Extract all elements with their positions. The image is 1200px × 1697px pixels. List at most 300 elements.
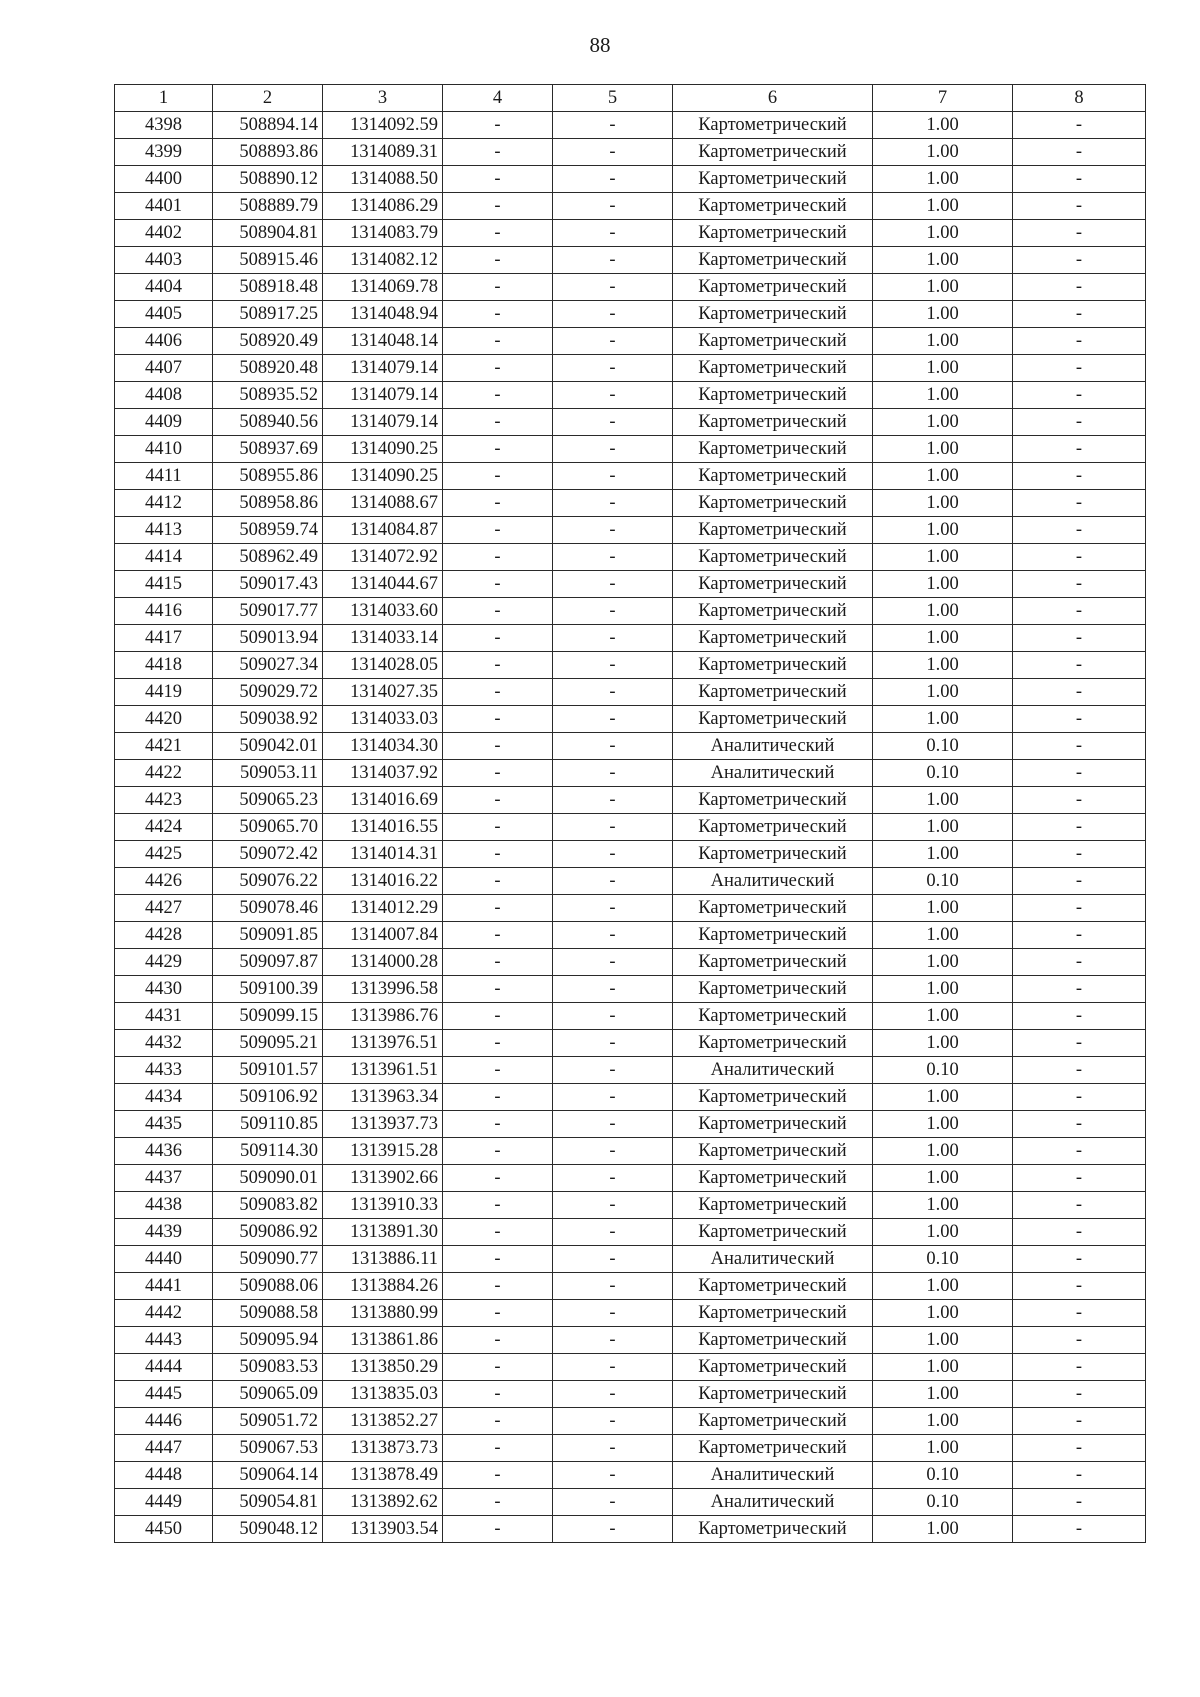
table-row [115, 733, 1146, 760]
accuracy-cell: 1.00 [873, 1192, 1013, 1219]
table-row [115, 247, 1146, 274]
table-row [115, 1354, 1146, 1381]
point-number-cell: 4442 [115, 1300, 213, 1327]
y-coordinate-cell: 1314079.14 [323, 355, 443, 382]
x-coordinate-cell: 508962.49 [213, 544, 323, 571]
col-4-value-cell: - [443, 814, 553, 841]
point-number-cell: 4427 [115, 895, 213, 922]
y-coordinate-cell: 1313986.76 [323, 1003, 443, 1030]
column-header: 2 [213, 85, 323, 112]
x-coordinate-cell: 509013.94 [213, 625, 323, 652]
point-number-cell: 4422 [115, 760, 213, 787]
col-5-value-cell: - [553, 1165, 673, 1192]
y-coordinate-cell: 1313961.51 [323, 1057, 443, 1084]
col-8-value-cell: - [1013, 1462, 1146, 1489]
accuracy-cell: 1.00 [873, 652, 1013, 679]
method-cell: Аналитический [673, 1462, 873, 1489]
accuracy-cell: 1.00 [873, 706, 1013, 733]
method-cell: Картометрический [673, 1273, 873, 1300]
col-4-value-cell: - [443, 1003, 553, 1030]
col-8-value-cell: - [1013, 949, 1146, 976]
method-cell: Картометрический [673, 1435, 873, 1462]
col-5-value-cell: - [553, 625, 673, 652]
col-4-value-cell: - [443, 868, 553, 895]
method-cell: Картометрический [673, 220, 873, 247]
method-cell: Картометрический [673, 328, 873, 355]
y-coordinate-cell: 1314027.35 [323, 679, 443, 706]
col-4-value-cell: - [443, 1030, 553, 1057]
method-cell: Картометрический [673, 382, 873, 409]
accuracy-cell: 1.00 [873, 1111, 1013, 1138]
y-coordinate-cell: 1313886.11 [323, 1246, 443, 1273]
accuracy-cell: 1.00 [873, 409, 1013, 436]
col-8-value-cell: - [1013, 328, 1146, 355]
table-row [115, 112, 1146, 139]
accuracy-cell: 0.10 [873, 1246, 1013, 1273]
col-8-value-cell: - [1013, 1516, 1146, 1543]
table-row [115, 301, 1146, 328]
table-row [115, 436, 1146, 463]
col-8-value-cell: - [1013, 1219, 1146, 1246]
x-coordinate-cell: 509053.11 [213, 760, 323, 787]
y-coordinate-cell: 1313891.30 [323, 1219, 443, 1246]
table-row [115, 1057, 1146, 1084]
col-5-value-cell: - [553, 1300, 673, 1327]
y-coordinate-cell: 1313996.58 [323, 976, 443, 1003]
y-coordinate-cell: 1314069.78 [323, 274, 443, 301]
table-row [115, 355, 1146, 382]
y-coordinate-cell: 1314083.79 [323, 220, 443, 247]
x-coordinate-cell: 509048.12 [213, 1516, 323, 1543]
point-number-cell: 4412 [115, 490, 213, 517]
y-coordinate-cell: 1313892.62 [323, 1489, 443, 1516]
table-row [115, 706, 1146, 733]
point-number-cell: 4440 [115, 1246, 213, 1273]
method-cell: Картометрический [673, 1219, 873, 1246]
col-8-value-cell: - [1013, 1192, 1146, 1219]
coordinates-table [114, 84, 1146, 1543]
col-4-value-cell: - [443, 652, 553, 679]
y-coordinate-cell: 1313873.73 [323, 1435, 443, 1462]
table-row [115, 1300, 1146, 1327]
accuracy-cell: 1.00 [873, 436, 1013, 463]
accuracy-cell: 1.00 [873, 922, 1013, 949]
col-5-value-cell: - [553, 463, 673, 490]
table-row [115, 787, 1146, 814]
point-number-cell: 4448 [115, 1462, 213, 1489]
x-coordinate-cell: 509027.34 [213, 652, 323, 679]
accuracy-cell: 0.10 [873, 868, 1013, 895]
point-number-cell: 4436 [115, 1138, 213, 1165]
method-cell: Картометрический [673, 1192, 873, 1219]
method-cell: Картометрический [673, 652, 873, 679]
y-coordinate-cell: 1313852.27 [323, 1408, 443, 1435]
col-5-value-cell: - [553, 841, 673, 868]
accuracy-cell: 1.00 [873, 247, 1013, 274]
x-coordinate-cell: 508937.69 [213, 436, 323, 463]
col-8-value-cell: - [1013, 922, 1146, 949]
point-number-cell: 4428 [115, 922, 213, 949]
col-8-value-cell: - [1013, 1273, 1146, 1300]
method-cell: Картометрический [673, 949, 873, 976]
col-8-value-cell: - [1013, 1381, 1146, 1408]
col-4-value-cell: - [443, 706, 553, 733]
column-header: 8 [1013, 85, 1146, 112]
point-number-cell: 4414 [115, 544, 213, 571]
col-5-value-cell: - [553, 949, 673, 976]
col-5-value-cell: - [553, 598, 673, 625]
x-coordinate-cell: 508904.81 [213, 220, 323, 247]
table-row [115, 814, 1146, 841]
col-5-value-cell: - [553, 544, 673, 571]
point-number-cell: 4409 [115, 409, 213, 436]
col-4-value-cell: - [443, 1462, 553, 1489]
col-8-value-cell: - [1013, 193, 1146, 220]
table-row [115, 1516, 1146, 1543]
col-5-value-cell: - [553, 1435, 673, 1462]
col-4-value-cell: - [443, 679, 553, 706]
table-row [115, 517, 1146, 544]
method-cell: Картометрический [673, 490, 873, 517]
x-coordinate-cell: 509038.92 [213, 706, 323, 733]
x-coordinate-cell: 508893.86 [213, 139, 323, 166]
col-4-value-cell: - [443, 1246, 553, 1273]
table-row [115, 490, 1146, 517]
x-coordinate-cell: 508955.86 [213, 463, 323, 490]
x-coordinate-cell: 508918.48 [213, 274, 323, 301]
point-number-cell: 4441 [115, 1273, 213, 1300]
accuracy-cell: 1.00 [873, 1327, 1013, 1354]
table-row [115, 1219, 1146, 1246]
method-cell: Картометрический [673, 166, 873, 193]
header-row [115, 85, 1146, 112]
y-coordinate-cell: 1313884.26 [323, 1273, 443, 1300]
accuracy-cell: 1.00 [873, 571, 1013, 598]
accuracy-cell: 1.00 [873, 1030, 1013, 1057]
table-row [115, 463, 1146, 490]
y-coordinate-cell: 1313963.34 [323, 1084, 443, 1111]
point-number-cell: 4429 [115, 949, 213, 976]
accuracy-cell: 1.00 [873, 949, 1013, 976]
point-number-cell: 4401 [115, 193, 213, 220]
method-cell: Картометрический [673, 517, 873, 544]
col-8-value-cell: - [1013, 1165, 1146, 1192]
y-coordinate-cell: 1314007.84 [323, 922, 443, 949]
accuracy-cell: 1.00 [873, 355, 1013, 382]
y-coordinate-cell: 1314079.14 [323, 382, 443, 409]
col-4-value-cell: - [443, 733, 553, 760]
point-number-cell: 4403 [115, 247, 213, 274]
x-coordinate-cell: 509114.30 [213, 1138, 323, 1165]
table-row [115, 328, 1146, 355]
table-row [115, 976, 1146, 1003]
page-number: 88 [589, 33, 611, 57]
x-coordinate-cell: 509083.82 [213, 1192, 323, 1219]
col-5-value-cell: - [553, 1246, 673, 1273]
method-cell: Картометрический [673, 571, 873, 598]
point-number-cell: 4405 [115, 301, 213, 328]
col-4-value-cell: - [443, 1084, 553, 1111]
col-4-value-cell: - [443, 976, 553, 1003]
y-coordinate-cell: 1314037.92 [323, 760, 443, 787]
col-4-value-cell: - [443, 301, 553, 328]
table-row [115, 571, 1146, 598]
y-coordinate-cell: 1314016.22 [323, 868, 443, 895]
y-coordinate-cell: 1314072.92 [323, 544, 443, 571]
col-8-value-cell: - [1013, 1489, 1146, 1516]
table-row [115, 760, 1146, 787]
x-coordinate-cell: 509064.14 [213, 1462, 323, 1489]
col-5-value-cell: - [553, 652, 673, 679]
x-coordinate-cell: 509072.42 [213, 841, 323, 868]
x-coordinate-cell: 509065.09 [213, 1381, 323, 1408]
y-coordinate-cell: 1314090.25 [323, 463, 443, 490]
x-coordinate-cell: 509091.85 [213, 922, 323, 949]
method-cell: Картометрический [673, 625, 873, 652]
col-5-value-cell: - [553, 1084, 673, 1111]
y-coordinate-cell: 1314033.14 [323, 625, 443, 652]
col-8-value-cell: - [1013, 301, 1146, 328]
table-row [115, 544, 1146, 571]
method-cell: Картометрический [673, 1084, 873, 1111]
col-8-value-cell: - [1013, 1030, 1146, 1057]
y-coordinate-cell: 1313915.28 [323, 1138, 443, 1165]
col-5-value-cell: - [553, 1489, 673, 1516]
table-row [115, 1246, 1146, 1273]
col-8-value-cell: - [1013, 355, 1146, 382]
y-coordinate-cell: 1314016.55 [323, 814, 443, 841]
col-5-value-cell: - [553, 382, 673, 409]
accuracy-cell: 1.00 [873, 1138, 1013, 1165]
col-4-value-cell: - [443, 247, 553, 274]
col-8-value-cell: - [1013, 1354, 1146, 1381]
col-5-value-cell: - [553, 787, 673, 814]
method-cell: Картометрический [673, 1138, 873, 1165]
col-4-value-cell: - [443, 112, 553, 139]
col-5-value-cell: - [553, 571, 673, 598]
accuracy-cell: 1.00 [873, 139, 1013, 166]
accuracy-cell: 1.00 [873, 274, 1013, 301]
col-5-value-cell: - [553, 895, 673, 922]
point-number-cell: 4398 [115, 112, 213, 139]
x-coordinate-cell: 508889.79 [213, 193, 323, 220]
col-8-value-cell: - [1013, 382, 1146, 409]
y-coordinate-cell: 1314044.67 [323, 571, 443, 598]
y-coordinate-cell: 1313835.03 [323, 1381, 443, 1408]
col-4-value-cell: - [443, 841, 553, 868]
table-row [115, 922, 1146, 949]
method-cell: Аналитический [673, 1489, 873, 1516]
method-cell: Картометрический [673, 463, 873, 490]
col-5-value-cell: - [553, 193, 673, 220]
y-coordinate-cell: 1314016.69 [323, 787, 443, 814]
col-4-value-cell: - [443, 1300, 553, 1327]
table-row [115, 409, 1146, 436]
y-coordinate-cell: 1314033.60 [323, 598, 443, 625]
method-cell: Картометрический [673, 301, 873, 328]
col-5-value-cell: - [553, 1516, 673, 1543]
accuracy-cell: 1.00 [873, 328, 1013, 355]
col-5-value-cell: - [553, 1138, 673, 1165]
accuracy-cell: 1.00 [873, 976, 1013, 1003]
y-coordinate-cell: 1314086.29 [323, 193, 443, 220]
col-4-value-cell: - [443, 193, 553, 220]
col-8-value-cell: - [1013, 1084, 1146, 1111]
x-coordinate-cell: 509086.92 [213, 1219, 323, 1246]
x-coordinate-cell: 508940.56 [213, 409, 323, 436]
point-number-cell: 4443 [115, 1327, 213, 1354]
method-cell: Картометрический [673, 1408, 873, 1435]
table-row [115, 1327, 1146, 1354]
col-5-value-cell: - [553, 436, 673, 463]
accuracy-cell: 1.00 [873, 1435, 1013, 1462]
accuracy-cell: 1.00 [873, 1381, 1013, 1408]
col-5-value-cell: - [553, 706, 673, 733]
col-5-value-cell: - [553, 1273, 673, 1300]
x-coordinate-cell: 509106.92 [213, 1084, 323, 1111]
table-row [115, 679, 1146, 706]
col-4-value-cell: - [443, 571, 553, 598]
col-8-value-cell: - [1013, 436, 1146, 463]
accuracy-cell: 1.00 [873, 787, 1013, 814]
y-coordinate-cell: 1313880.99 [323, 1300, 443, 1327]
x-coordinate-cell: 509083.53 [213, 1354, 323, 1381]
point-number-cell: 4444 [115, 1354, 213, 1381]
col-4-value-cell: - [443, 1057, 553, 1084]
table-row [115, 166, 1146, 193]
col-4-value-cell: - [443, 1435, 553, 1462]
point-number-cell: 4407 [115, 355, 213, 382]
col-8-value-cell: - [1013, 787, 1146, 814]
col-5-value-cell: - [553, 247, 673, 274]
point-number-cell: 4413 [115, 517, 213, 544]
y-coordinate-cell: 1314000.28 [323, 949, 443, 976]
column-header: 3 [323, 85, 443, 112]
method-cell: Аналитический [673, 760, 873, 787]
accuracy-cell: 1.00 [873, 1003, 1013, 1030]
y-coordinate-cell: 1313878.49 [323, 1462, 443, 1489]
table-row [115, 1462, 1146, 1489]
accuracy-cell: 1.00 [873, 1516, 1013, 1543]
col-8-value-cell: - [1013, 463, 1146, 490]
method-cell: Картометрический [673, 1354, 873, 1381]
method-cell: Аналитический [673, 868, 873, 895]
col-4-value-cell: - [443, 895, 553, 922]
col-4-value-cell: - [443, 1138, 553, 1165]
y-coordinate-cell: 1313910.33 [323, 1192, 443, 1219]
col-4-value-cell: - [443, 1111, 553, 1138]
x-coordinate-cell: 508920.49 [213, 328, 323, 355]
method-cell: Картометрический [673, 1030, 873, 1057]
accuracy-cell: 1.00 [873, 895, 1013, 922]
table-row [115, 895, 1146, 922]
col-4-value-cell: - [443, 760, 553, 787]
col-4-value-cell: - [443, 1354, 553, 1381]
table-row [115, 1084, 1146, 1111]
y-coordinate-cell: 1314034.30 [323, 733, 443, 760]
method-cell: Аналитический [673, 1246, 873, 1273]
col-8-value-cell: - [1013, 517, 1146, 544]
method-cell: Картометрический [673, 1165, 873, 1192]
col-4-value-cell: - [443, 949, 553, 976]
col-5-value-cell: - [553, 220, 673, 247]
col-4-value-cell: - [443, 787, 553, 814]
point-number-cell: 4445 [115, 1381, 213, 1408]
col-8-value-cell: - [1013, 166, 1146, 193]
y-coordinate-cell: 1313976.51 [323, 1030, 443, 1057]
x-coordinate-cell: 509078.46 [213, 895, 323, 922]
accuracy-cell: 1.00 [873, 382, 1013, 409]
col-5-value-cell: - [553, 1003, 673, 1030]
col-8-value-cell: - [1013, 544, 1146, 571]
accuracy-cell: 1.00 [873, 814, 1013, 841]
y-coordinate-cell: 1313903.54 [323, 1516, 443, 1543]
x-coordinate-cell: 509095.21 [213, 1030, 323, 1057]
accuracy-cell: 1.00 [873, 220, 1013, 247]
accuracy-cell: 1.00 [873, 1273, 1013, 1300]
table-row [115, 382, 1146, 409]
col-4-value-cell: - [443, 139, 553, 166]
table-row [115, 1489, 1146, 1516]
x-coordinate-cell: 509017.43 [213, 571, 323, 598]
x-coordinate-cell: 509076.22 [213, 868, 323, 895]
table-row [115, 652, 1146, 679]
point-number-cell: 4447 [115, 1435, 213, 1462]
point-number-cell: 4406 [115, 328, 213, 355]
method-cell: Картометрический [673, 679, 873, 706]
column-header: 5 [553, 85, 673, 112]
point-number-cell: 4435 [115, 1111, 213, 1138]
x-coordinate-cell: 509110.85 [213, 1111, 323, 1138]
table-row [115, 1435, 1146, 1462]
col-5-value-cell: - [553, 139, 673, 166]
table-row [115, 220, 1146, 247]
col-8-value-cell: - [1013, 112, 1146, 139]
col-4-value-cell: - [443, 1273, 553, 1300]
col-5-value-cell: - [553, 868, 673, 895]
col-5-value-cell: - [553, 733, 673, 760]
col-4-value-cell: - [443, 1219, 553, 1246]
col-5-value-cell: - [553, 1462, 673, 1489]
x-coordinate-cell: 509095.94 [213, 1327, 323, 1354]
col-8-value-cell: - [1013, 571, 1146, 598]
method-cell: Картометрический [673, 1111, 873, 1138]
method-cell: Картометрический [673, 841, 873, 868]
method-cell: Картометрический [673, 1300, 873, 1327]
col-4-value-cell: - [443, 544, 553, 571]
point-number-cell: 4419 [115, 679, 213, 706]
col-4-value-cell: - [443, 625, 553, 652]
x-coordinate-cell: 509088.06 [213, 1273, 323, 1300]
point-number-cell: 4434 [115, 1084, 213, 1111]
col-4-value-cell: - [443, 463, 553, 490]
col-8-value-cell: - [1013, 760, 1146, 787]
col-4-value-cell: - [443, 1327, 553, 1354]
table-row [115, 868, 1146, 895]
method-cell: Картометрический [673, 274, 873, 301]
method-cell: Картометрический [673, 706, 873, 733]
col-8-value-cell: - [1013, 814, 1146, 841]
col-4-value-cell: - [443, 220, 553, 247]
accuracy-cell: 1.00 [873, 1300, 1013, 1327]
col-5-value-cell: - [553, 355, 673, 382]
table-body [115, 112, 1146, 1543]
point-number-cell: 4417 [115, 625, 213, 652]
method-cell: Аналитический [673, 1057, 873, 1084]
col-5-value-cell: - [553, 1381, 673, 1408]
col-4-value-cell: - [443, 1408, 553, 1435]
point-number-cell: 4426 [115, 868, 213, 895]
